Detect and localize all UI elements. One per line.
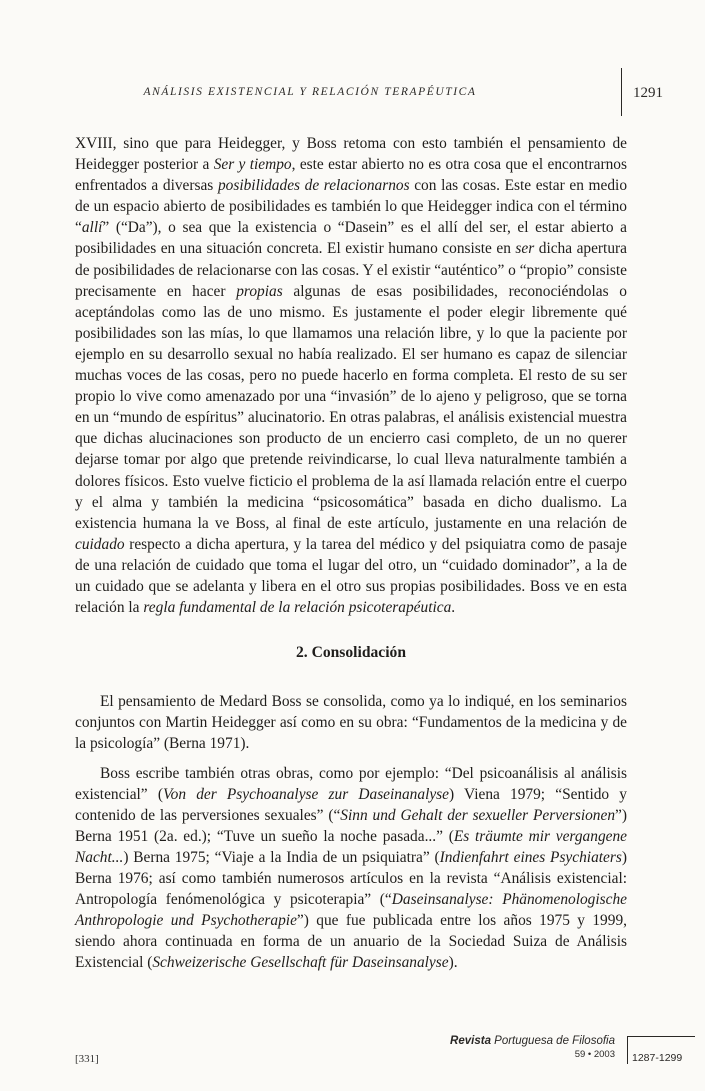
text-run: Boss escribe también otras obras, como por ejemplo: “Del psicoanálisis al análisis existencial” ( — [75, 764, 627, 803]
emphasis: Von der Psychoanalyse zur Daseinanalyse — [162, 785, 449, 803]
text-run: ”) Berna 1951 (2a. ed.); “Tuve un sueño la noche pasada...” ( — [75, 806, 627, 845]
text-run: ). — [448, 954, 458, 972]
journal-issue: 59 • 2003 — [574, 1049, 615, 1060]
text-run: ) Berna 1975; “Viaje a la India de un psiquiatra” ( — [123, 848, 440, 866]
emphasis: Daseinsanalyse: Phänomenologische Anthropologie und Psychotherapie — [75, 891, 627, 930]
paragraph — [75, 763, 627, 974]
page-number: 1291 — [633, 85, 663, 101]
emphasis: propias — [236, 282, 283, 300]
emphasis: cuidado — [75, 535, 125, 553]
footer-divider-horizontal — [627, 1036, 695, 1037]
journal-title — [418, 1035, 615, 1047]
text-run: . — [451, 599, 456, 617]
journal-title-main: Revista — [450, 1035, 491, 1047]
article-body — [75, 133, 627, 973]
emphasis: allí — [81, 219, 103, 237]
text-run: ” (“Da”), o sea que la existencia o “Dasein” es el allí del ser, el estar abierto a posibilidades en una situación concreta. El existir humano consiste en — [75, 219, 627, 258]
running-head: ANÁLISIS EXISTENCIAL Y RELACIÓN TERAPÉUTICA — [143, 86, 477, 98]
journal-info — [418, 1035, 615, 1060]
header-divider — [621, 68, 622, 116]
text-run: ”) que fue publicada entre los años 1975 y 1999, siendo ahora continuada en forma de un anuario de la Sociedad Suiza de Análisis Existencial ( — [75, 912, 627, 972]
text-run: algunas de esas posibilidades, reconociéndolas o aceptándolas como las de uno mismo. Es justamente el poder elegir libremente qué posibilidades son las mías, lo que llamamos una relación libre, y lo que la paciente por ejemplo en su desarrollo sexual no había realizado. El ser humano es capaz de silenciar muchas voces de las cosas, pero no puede hacerlo en forma completa. El resto de su ser propio lo vive como amenazado por una “invasión” de lo ajeno y peligroso, que se torna en un “mundo de espíritus” alucinatorio. En otras palabras, el análisis existencial muestra que dichas alucinaciones son producto de un encierro casi completo, de un no querer dejarse tomar por algo que pretende reivindicarse, lo cual lleva naturalmente también a dolores físicos. Esto vuelve ficticio el problema de la así llamada relación entre el cuerpo y el alma y también la medicina “psicosomática” basada en dicho dualismo. La existencia humana la ve Boss, al final de este artículo, justamente en una relación de — [75, 282, 627, 532]
text-run: ) Viena 1979; “Sentido y contenido de las perversiones sexuales” (“ — [75, 785, 627, 824]
text-run: ) Berna 1976; así como también numerosos artículos en la revista “Análisis existencial: Antropología fenómenológica y psicoterapia” (“ — [75, 848, 627, 909]
section-heading: 2. Consolidación — [295, 644, 407, 662]
paragraph-continuation — [75, 133, 627, 618]
emphasis: Schweizerische Gesellschaft für Daseinsanalyse — [152, 954, 449, 972]
emphasis: Sinn und Gehalt der sexueller Perversionen — [340, 806, 616, 824]
emphasis: regla fundamental de la relación psicoterapéutica — [143, 599, 452, 617]
emphasis: Indienfahrt eines Psychiaters — [439, 848, 622, 866]
emphasis: ser — [515, 240, 535, 258]
emphasis: posibilidades de relacionarnos — [217, 177, 410, 195]
text-run: , este estar abierto no es otra cosa que el encontrarnos enfrentados a diversas — [75, 156, 627, 195]
text-run: dicha apertura de posibilidades de relacionarse con las cosas. Y el existir “auténtico” o “propio” consiste precisamente en hacer — [75, 240, 627, 300]
emphasis: Ser y tiempo — [213, 156, 292, 174]
text-run: con las cosas. Este estar en medio de un espacio abierto de posibilidades es también lo que Heidegger indica con el término “ — [75, 177, 628, 237]
text-run: XVIII, sino que para Heidegger, y Boss retoma con esto también el pensamiento de Heidegger posterior a — [75, 135, 627, 174]
paragraph: El pensamiento de Medard Boss se consolida, como ya lo indiqué, en los seminarios conjuntos con Martin Heidegger así como en su obra: “Fundamentos de la medicina y de la psicología” (Berna 1971). — [75, 693, 627, 753]
article-page-range: 1287-1299 — [632, 1052, 683, 1064]
footer-page-reference: [331] — [75, 1053, 99, 1065]
journal-title-rest: Portuguesa de Filosofia — [490, 1035, 615, 1047]
emphasis: Es träumte mir vergangene Nacht... — [75, 827, 627, 866]
text-run: respecto a dicha apertura, y la tarea del médico y del psiquiatra como de pasaje de una relación de cuidado que toma el lugar del otro, un “cuidado dominador”, a la de un cuidado que se adelanta y libera en el otro sus propias posibilidades. Boss ve en esta relación la — [75, 535, 627, 617]
footer-divider-vertical — [627, 1036, 628, 1064]
